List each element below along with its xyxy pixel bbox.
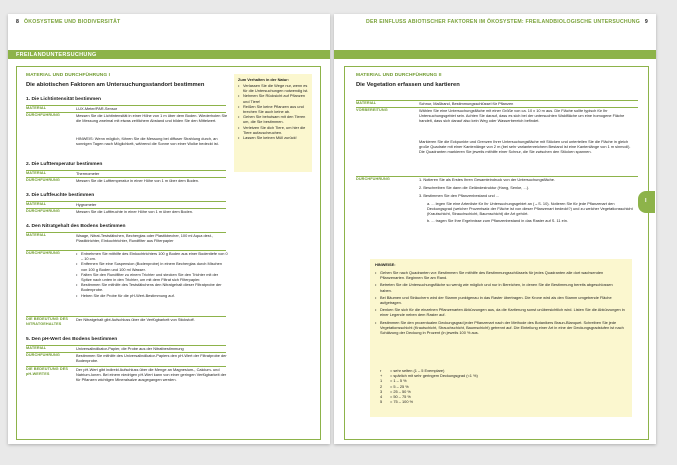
page-number-left: 8 xyxy=(16,19,20,25)
scale-code: r xyxy=(380,368,382,373)
scale-desc: = sehr selten (1 – 5 Exemplare) xyxy=(390,368,445,373)
scale-desc: = 1 – 5 % xyxy=(390,378,407,384)
material-text: Thermometer xyxy=(76,171,100,176)
running-head-left xyxy=(16,19,120,25)
procedure-item: • Heben Sie die Probe für die pH-Wert-Bestimmung auf. xyxy=(76,293,228,298)
scale-desc: = spärlich mit sehr geringem Deckungsgrad (<1 %) xyxy=(390,373,478,379)
note-item: • Betreten Sie die Untersuchungsfläche so wenig wie möglich und nur in Bereichen, in denen Sie die Bestimmung bereits abgeschlossen haben. xyxy=(375,282,625,292)
running-head-right-text: DER EINFLUSS ABIOTISCHER FAKTOREN IM ÖKOSYSTEM: FREILANDBIOLOGISCHE UNTERSUCHUNG xyxy=(366,19,640,25)
sidebox-item: • Gehen Sie behutsam mit den Tieren um, die Sie bestimmen. xyxy=(238,114,310,124)
section-band-right xyxy=(334,50,656,59)
procedure-item: • Entnehmen Sie mithilfe des Einkochtrichters 100 g Boden aus einer Bodentiefe von 0 – 10 cm. xyxy=(76,251,228,261)
scale-desc: = 75 – 100 % xyxy=(390,399,414,405)
sidebox-title: Zum Verhalten in der Natur: xyxy=(238,77,290,82)
preparation-label: VORBEREITUNG xyxy=(356,108,388,112)
scale-code: 3 xyxy=(380,388,383,394)
scale-code: 1 xyxy=(380,378,383,384)
scale-desc: = 5 – 25 % xyxy=(390,383,409,389)
procedure-text: Messen Sie die Lufttemperatur in einer Höhe von 1 m über dem Boden. xyxy=(76,178,200,183)
procedure-substep: a. ... legen Sie eine Artenliste für Ihr Untersuchungsgebiet an (→S. 10). Notieren Sie für jede Pflanzenart den Deckungsgrad (welcher Prozentsatz der Fläche ist von dieser Pflanzenart bedeckt?) und zu welcher Vegetationsschicht (Krautschicht, Strauchschicht, Baumschicht) die Art gehört. xyxy=(427,200,633,217)
scale-code: 5 xyxy=(380,399,383,405)
right-page xyxy=(334,14,656,444)
note-item: • Gehen Sie nach Quadranten vor: Bestimmen Sie mithilfe des Bestimmungsschlüssels für jedes Quadranten alle dort wachsenden Pflanzenarten. Beginnen Sie am Rand. xyxy=(375,270,625,280)
sidebox-item: • Verletzen Sie dich Tiere, um hier die Tiere aufzuscheuchen. xyxy=(238,125,310,135)
sidebox-item: • Reißen Sie keine Pflanzen aus und brechen Sie auch keine ab. xyxy=(238,104,310,114)
meaning-text: Der pH-Wert gibt indirekt Aufschluss über die Menge an Magnesium-, Calcium- und Natrium-Ionen. Bei einem niedrigen pH-Wert kann von einer geringen Verfügbarkeit der für Pflanzen wichtigen Mineralsalze ausgegangen werden. xyxy=(76,367,227,383)
scale-desc: = 25 – 50 % xyxy=(390,388,411,394)
procedure-label: DURCHFÜHRUNG xyxy=(26,113,60,117)
main-title-left: Die abiotischen Faktoren am Untersuchungsstandort bestimmen xyxy=(26,82,205,88)
notes-label: HINWEISE: xyxy=(375,262,396,267)
procedure-label: DURCHFÜHRUNG xyxy=(26,209,60,213)
procedure-label: DURCHFÜHRUNG xyxy=(26,178,60,182)
section-heading: 1. Die Lichtintensität bestimmen xyxy=(26,97,102,102)
preparation-text-2: Markieren Sie die Eckpunkte und Grenzen Ihrer Untersuchungsfläche mit Stöcken und unterteilen Sie die Fläche in gleich große Quadrate mit einer Kantenlänge von 2 m (bei sehr variantenreichem Bestand ist eine Kantenlänge von 1 m sinnvoll). Die Quadranten markieren Sie jeweils mithilfe einer Schnur, die Sie zwischen den Stöcken spannen. xyxy=(419,139,631,155)
page-number-right: 9 xyxy=(644,19,648,25)
procedure-item: • Bestimmen Sie mithilfe des Teststäbchens den Nitratgehalt dieser Filtratprobe der Bodenprobe. xyxy=(76,282,228,292)
material-label: MATERIAL xyxy=(26,346,47,350)
chapter-tab-label: I xyxy=(645,198,647,204)
material-text: Universalindikator-Papier, die Probe aus der Nitratbestimmung xyxy=(76,346,184,351)
section-heading: 2. Die Lufttemperatur bestimmen xyxy=(26,162,103,167)
meaning-text: Der Nitratgehalt gibt Aufschluss über die Verfügbarkeit von Stickstoff. xyxy=(76,317,195,322)
procedure-label: DURCHFÜHRUNG xyxy=(356,177,390,181)
preparation-text-1: Wählen Sie eine Untersuchungsfläche mit einer Größe von ca. 10 x 10 m aus. Die Fläche sollte typisch für Ihr Untersuchungsgebiet sein. Achten Sie darauf, dass es sich bei der untersuchten Waldfläche um eine homogene Fläche handelt, dass sich darauf also kein Weg oder Wasserbereich befindet. xyxy=(419,108,625,124)
procedure-text: Bestimmen Sie mithilfe des Universalindikator-Papiers den pH-Wert der Filtratprobe der Bodenprobe. xyxy=(76,353,227,364)
left-page xyxy=(8,14,330,444)
section-label-left: MATERIAL UND DURCHFÜHRUNG I xyxy=(26,73,111,78)
material-text: Waage, Nitrat-Teststäbchen, Becherglas oder Plastikbecher, 100 ml Aqua dest., Plastiktrichter, Einkochtrichter, Rundfilter aus Filterpapier xyxy=(76,233,213,244)
procedure-item: • Entfernen Sie eine Suspension (Bodenprobe) in einem Becherglas durch Mischen von 100 g Boden und 100 ml Wasser. xyxy=(76,261,228,271)
sidebox-item: • Lassen Sie keinen Müll zurück! xyxy=(238,135,310,140)
section-band xyxy=(8,50,330,59)
sidebox-item: • Verlassen Sie die Wege nur, wenn es für die Untersuchungen notwendig ist. xyxy=(238,83,310,93)
note-text: HINWEIS: Wenn möglich, führen Sie die Messung bei diffuser Strahlung durch, an sonnigen Tagen nach Möglichkeit, während die Sonne von einer Wolke bedeckt ist. xyxy=(76,136,219,147)
procedure-step: 3. Bestimmen Sie den Pflanzenbestand und ... xyxy=(419,193,500,199)
coverage-scale xyxy=(380,368,620,404)
note-item: • Bestimmen Sie den prozentualen Deckungsgrad jeder Pflanzenart nach der Methode des Botanikers Braun-Blanquet. Schreiben Sie jede Vegetationsschicht (Krautschicht, Strauchschicht, Baumschicht) getrennt auf. Die Einteilung einer Art in eine der Deckungsgradstufen ist nach Schätzung der Deckung in Prozent (in jeweils 100 % aus. xyxy=(375,320,625,336)
section-label-right: MATERIAL UND DURCHFÜHRUNG II xyxy=(356,73,442,78)
procedure-label: DURCHFÜHRUNG xyxy=(26,251,60,255)
main-title-right: Die Vegetation erfassen und kartieren xyxy=(356,82,460,88)
material-text: Schnur, Maßband, Bestimmungsschlüssel für Pflanzen xyxy=(419,101,514,106)
material-label: MATERIAL xyxy=(356,101,377,105)
chapter-tab[interactable] xyxy=(638,191,655,213)
procedure-label: DURCHFÜHRUNG xyxy=(26,353,60,357)
meaning-label: DIE BEDEUTUNG DES pH-WERTES xyxy=(26,367,68,376)
notes-list xyxy=(375,270,625,335)
running-head-left-text: ÖKOSYSTEME UND BIODIVERSITÄT xyxy=(24,19,121,25)
running-head-right xyxy=(366,19,648,25)
sidebox-item: • Nehmen Sie Rücksicht auf Pflanzen und Tiere! xyxy=(238,93,310,103)
sidebox-list xyxy=(238,83,310,140)
procedure-text: Messen Sie die Luftfeuchte in einer Höhe von 1 m über dem Boden. xyxy=(76,209,194,214)
material-label: MATERIAL xyxy=(26,202,47,206)
section-heading: 3. Die Luftfeuchte bestimmen xyxy=(26,193,95,198)
scale-desc: = 50 – 75 % xyxy=(390,394,411,400)
scale-code: 4 xyxy=(380,394,383,400)
procedure-steps xyxy=(419,177,637,223)
material-label: MATERIAL xyxy=(26,106,47,110)
section-heading: 5. Den pH-Wert des Bodens bestimmen xyxy=(26,337,118,342)
scale-code: 2 xyxy=(380,383,383,389)
material-label: MATERIAL xyxy=(26,171,47,175)
note-item: • Denken Sie sich für die einzelnen Pflanzenarten Abkürzungen aus, da die Kartierung sonst unübersichtlich wird. Listen Sie die Abkürzungen in einer Legende neben dem Raster auf. xyxy=(375,307,625,317)
material-text: LUX-Meter/PAR-Sensor xyxy=(76,106,118,111)
material-label: MATERIAL xyxy=(26,233,47,237)
scale-code: + xyxy=(380,373,383,379)
procedure-text: Messen Sie die Lichtintensität in einer Höhe von 1 m über dem Boden. Wiederholen Sie die Messung zweimal mit etwas zeitlichem Abstand und bilden Sie den Mittelwert. xyxy=(76,113,228,124)
procedure-item: • Falten Sie den Rundfilter zu einem Trichter und stecken Sie den Trichter mit der Spitze nach unten in den Trichter, um mit dem Filtrat sich Filterpapier. xyxy=(76,272,228,282)
meaning-label: DIE BEDEUTUNG DES NITRATGEHALTES xyxy=(26,317,68,326)
section-heading: 4. Den Nitratgehalt des Bodens bestimmen xyxy=(26,224,126,229)
procedure-step: 1. Notieren Sie als Erstes Ihren Gesamteindruck von der Untersuchungsfläche. xyxy=(419,177,556,182)
procedure-step: 2. Beschreiben Sie dann die Geländestruktur (Hang, Senke, ...). xyxy=(419,185,530,191)
band-title: FREILANDUNTERSUCHUNG xyxy=(16,51,97,58)
procedure-list xyxy=(76,251,228,298)
procedure-substep: b. ... tragen Sie Ihre Ergebnisse zum Pflanzenbestand in das Raster auf S. 11 ein. xyxy=(427,218,568,224)
material-text: Hygrometer xyxy=(76,202,97,207)
note-item: • Bei Bäumen und Sträuchern wird der Stamm punktgenau in das Raster übertragen. Die Krone wird als den Stamm umgebende Fläche aufgetragen. xyxy=(375,295,625,305)
